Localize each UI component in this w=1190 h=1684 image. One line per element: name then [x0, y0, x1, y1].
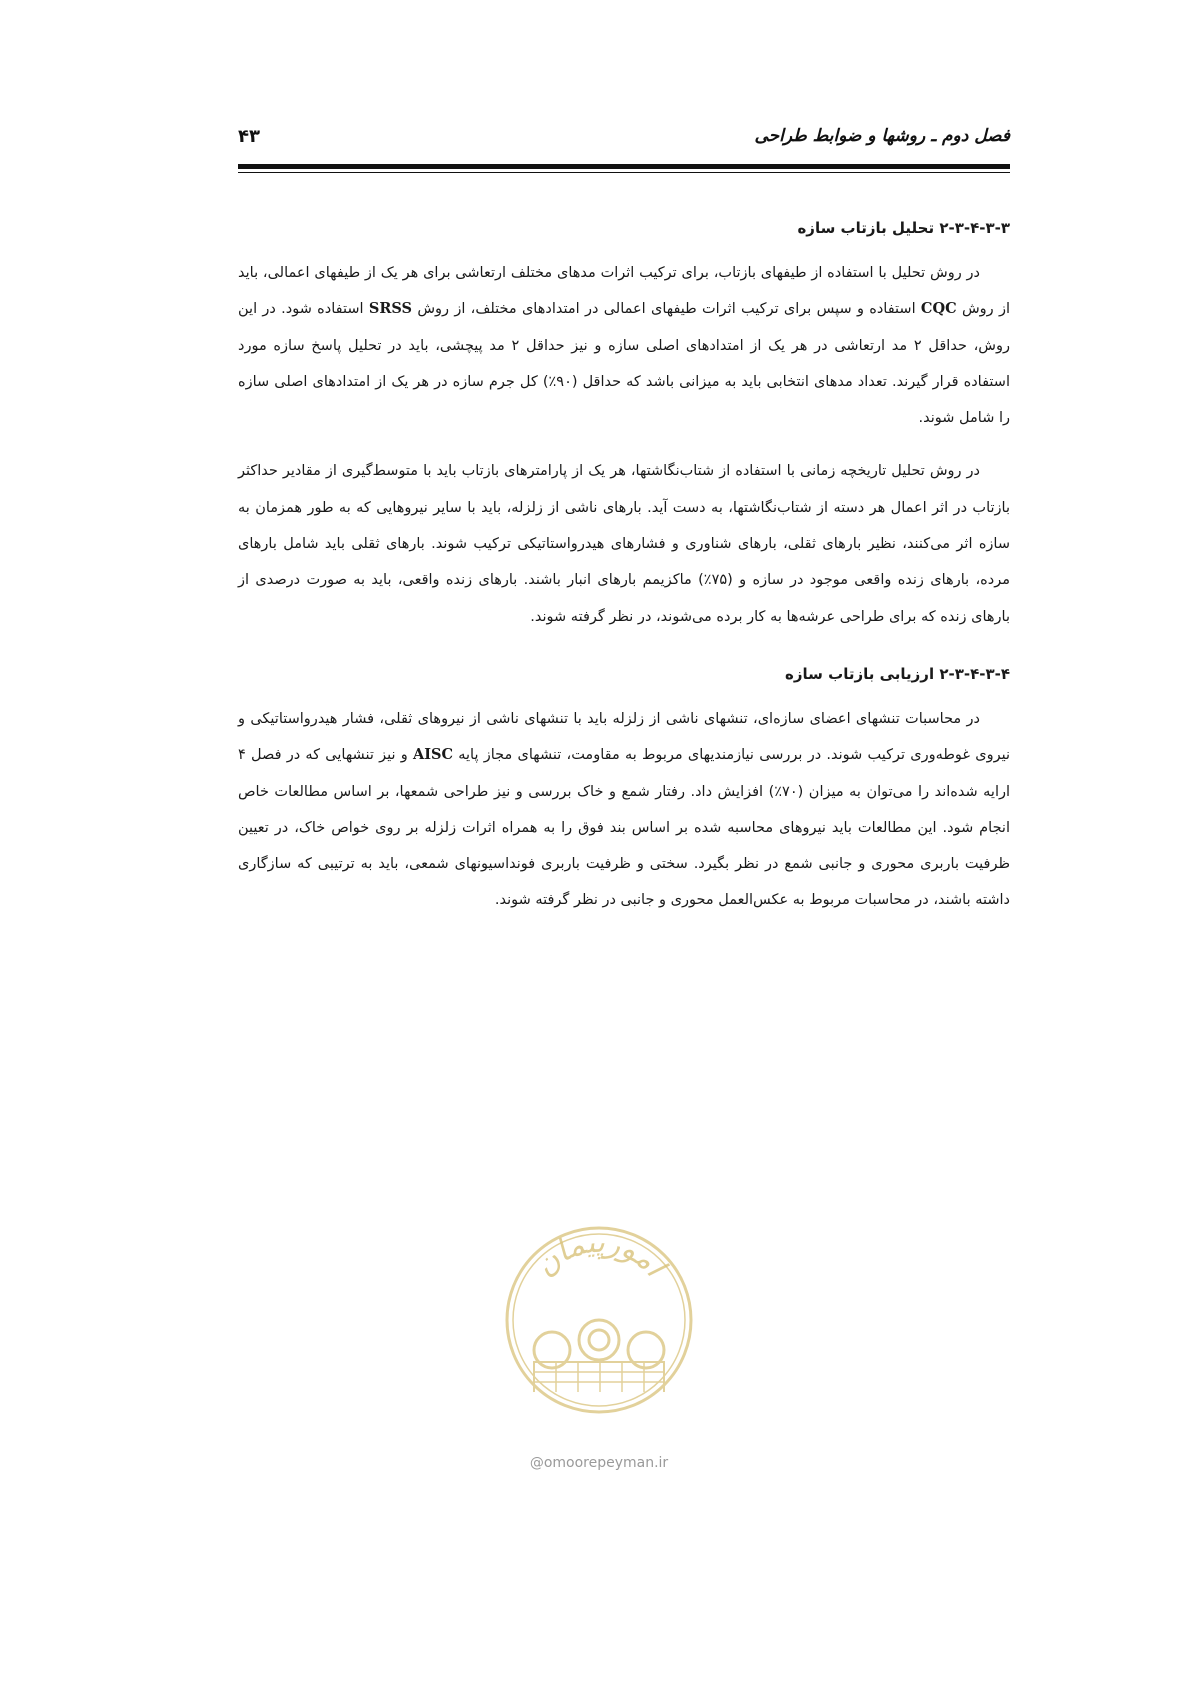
- page-number: ۴۳: [238, 126, 260, 147]
- bold-term: AISC: [412, 746, 454, 764]
- text-run: در روش تحلیل تاریخچه زمانی با استفاده از شتاب‌نگاشتها، هر یک از پارامترهای بازتاب باید با متوسط‌گیری از مقادیر حداکثر بازتاب در اثر اعمال هر دسته از شتاب‌نگاشتها، به دست آید. بارهای ناشی از زلزله، باید با سایر نیروهایی که به طور همزمان به سازه اثر می‌کنند، نظیر بارهای ثقلی، بارهای شناوری و فشارهای هیدرواستاتیکی ترکیب شوند. بارهای ثقلی باید شامل بارهای مرده، بارهای زنده واقعی موجود در سازه و (۷۵٪) ماکزیمم بارهای انبار باشند. بارهای زنده واقعی، باید به صورت درصدی از بارهای زنده که برای طراحی عرشه‌ها به کار برده می‌شوند، در نظر گرفته شوند.: [238, 463, 1010, 625]
- paragraph-time-history-analysis: [238, 453, 1010, 634]
- section-heading-response-analysis: ۲-۳-۴-۳-۳ تحلیل بازتاب سازه: [797, 219, 1010, 237]
- paragraph-spectral-analysis: [238, 255, 1010, 436]
- bold-term: CQC: [920, 300, 957, 318]
- chapter-title: فصل دوم ـ روشها و ضوابط طراحی: [754, 126, 1010, 146]
- header-rule-thin: [238, 172, 1010, 173]
- text-run: و نیز تنشهایی که در فصل ۴ ارایه شده‌اند را می‌توان به میزان (۷۰٪) افزایش داد. رفتار شمع و خاک بررسی و نیز طراحی شمعها، بر اساس مطالعات خاص انجام شود. این مطالعات باید نیروهای محاسبه شده بر اساس بند فوق را به همراه اثرات زلزله بر روی خواص خاک، در تعیین ظرفیت باربری محوری و جانبی شمع در نظر بگیرد. سختی و ظرفیت باربری فونداسیونهای شمعی، باید به ترتیبی که سازگاری داشته باشند، در محاسبات مربوط به عکس‌العمل محوری و جانبی در نظر گرفته شوند.: [238, 747, 1011, 909]
- bold-term: SRSS: [368, 300, 413, 318]
- watermark-url: @omoorepeyman.ir: [529, 1455, 669, 1471]
- header-rule-thick: [238, 164, 1010, 169]
- text-run: در محاسبات تنشهای اعضای سازه‌ای، تنشهای ناشی از زلزله باید با تنشهای ناشی از نیروهای ثقلی، فشار هیدرواستاتیکی و نیروی غوطه‌وری ترکیب شوند. در بررسی نیازمندیهای مربوط به مقاومت، تنشهای مجاز پایه: [238, 710, 1010, 764]
- page-content: [238, 215, 1010, 919]
- section-heading-response-evaluation: ۲-۳-۴-۳-۴ ارزیابی بازتاب سازه: [785, 664, 1010, 683]
- text-run: استفاده شود. در این روش، حداقل ۲ مد ارتعاشی در هر یک از امتدادهای اصلی سازه و نیز حداقل ۲ مد پیچشی، باید در تحلیل پاسخ سازه مورد استفاده قرار گیرند. تعداد مدهای انتخابی باید به میزانی باشد که حداقل (۹۰٪) کل جرم سازه در هر یک از امتدادهای اصلی سازه را شامل شوند.: [238, 301, 1011, 427]
- paragraph-stress-evaluation: [238, 701, 1010, 919]
- text-run: استفاده و سپس برای ترکیب اثرات طیفهای اعمالی در امتدادهای مختلف، از روش: [412, 301, 921, 318]
- publisher-watermark-logo: [494, 1212, 704, 1442]
- text-run: در روش تحلیل با استفاده از طیفهای بازتاب، برای ترکیب اثرات مدهای مختلف ارتعاشی برای هر یک از طیفهای اعمالی، باید از روش: [238, 265, 1010, 318]
- page-header: [238, 126, 1010, 156]
- watermark-logo-text: امورپیمان: [527, 1224, 672, 1284]
